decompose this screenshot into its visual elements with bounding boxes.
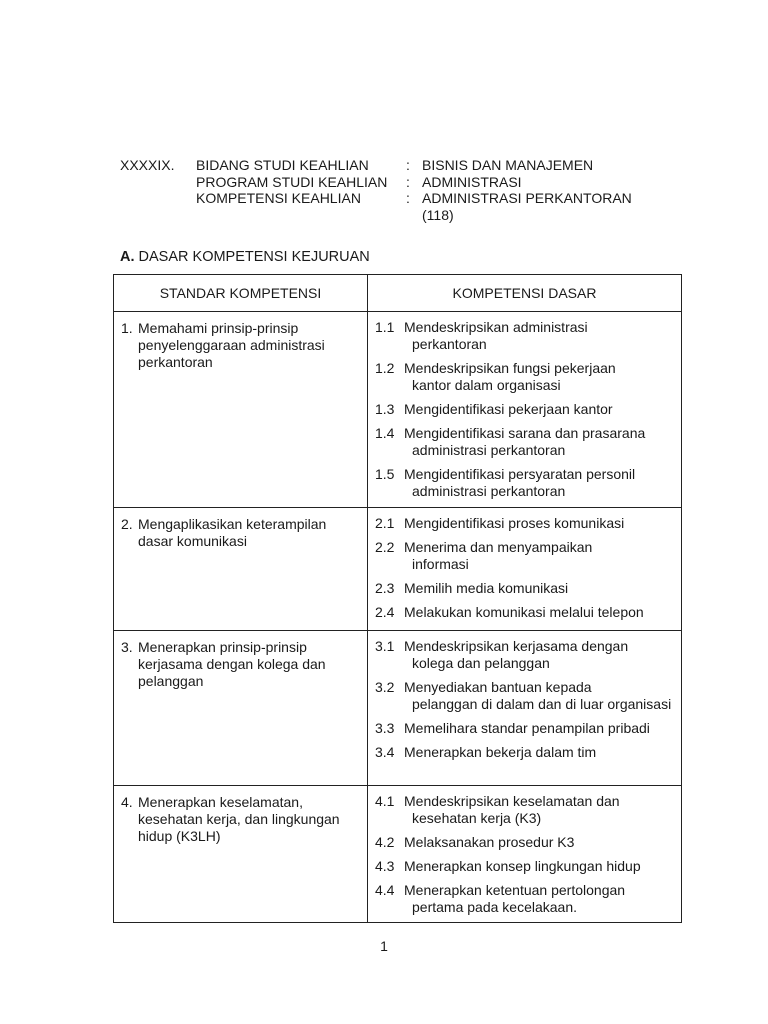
kd-item xyxy=(375,604,675,621)
kd-number: 1.1 xyxy=(375,319,395,335)
header-value: ADMINISTRASI PERKANTORAN (118) xyxy=(422,190,632,223)
table-row xyxy=(114,631,682,786)
header-label: KOMPETENSI KEAHLIAN xyxy=(196,190,361,206)
kd-text-continued: kolega dan pelanggan xyxy=(412,655,550,671)
sk-text: Menerapkan prinsip-prinsip kerjasama dengan kolega dan pelanggan xyxy=(138,639,326,689)
kd-item xyxy=(375,319,675,353)
header-row-kompetensi xyxy=(120,190,700,223)
header-row-program xyxy=(120,174,700,191)
kd-text: Melakukan komunikasi melalui telepon xyxy=(404,604,644,620)
kd-text-continued: pelanggan di dalam dan di luar organisasi xyxy=(412,696,672,712)
standar-kompetensi-cell xyxy=(114,631,368,786)
kd-item xyxy=(375,720,675,737)
kd-text: Mengidentifikasi persyaratan personil xyxy=(404,466,636,482)
kd-text: Menerapkan ketentuan pertolongan xyxy=(404,882,626,898)
kd-number: 3.4 xyxy=(375,744,395,760)
kd-text: Mendeskripsikan keselamatan dan xyxy=(404,793,620,809)
document-header xyxy=(120,157,700,223)
section-title-text: DASAR KOMPETENSI KEJURUAN xyxy=(138,249,370,265)
kompetensi-dasar-cell xyxy=(368,508,682,631)
section-title xyxy=(120,249,370,265)
competency-table xyxy=(113,274,682,923)
sk-number: 4. xyxy=(121,794,133,810)
kd-text: Memelihara standar penampilan pribadi xyxy=(404,720,650,736)
header-row-bidang xyxy=(120,157,700,174)
column-header-standar: STANDAR KOMPETENSI xyxy=(114,275,368,312)
kd-number: 1.5 xyxy=(375,466,395,482)
kd-text-continued: pertama pada kecelakaan. xyxy=(412,899,577,915)
sk-number: 2. xyxy=(121,516,133,532)
kd-text: Mengidentifikasi sarana dan prasarana xyxy=(404,425,646,441)
header-label: PROGRAM STUDI KEAHLIAN xyxy=(196,173,388,190)
kd-number: 2.1 xyxy=(375,515,395,531)
kd-item xyxy=(375,834,675,851)
kd-text: Melaksanakan prosedur K3 xyxy=(404,834,575,850)
kd-text: Menerapkan konsep lingkungan hidup xyxy=(404,858,641,874)
chapter-number: XXXXIX. xyxy=(120,157,175,173)
kd-number: 2.2 xyxy=(375,539,395,555)
kd-text: Menyediakan bantuan kepada xyxy=(404,679,592,695)
header-colon: : xyxy=(406,190,410,206)
kd-item xyxy=(375,744,675,761)
kd-text: Mengidentifikasi proses komunikasi xyxy=(404,515,625,531)
sk-text: Menerapkan keselamatan, kesehatan kerja, dan lingkungan hidup (K3LH) xyxy=(138,794,340,844)
kd-item xyxy=(375,360,675,394)
kd-item xyxy=(375,466,675,500)
kd-item xyxy=(375,858,675,875)
kd-number: 3.1 xyxy=(375,638,395,654)
table-row xyxy=(114,508,682,631)
header-colon: : xyxy=(406,157,410,173)
kd-item xyxy=(375,638,675,672)
header-value: ADMINISTRASI xyxy=(422,173,522,190)
sk-number: 1. xyxy=(121,320,133,336)
header-colon: : xyxy=(406,173,410,190)
standar-kompetensi-cell xyxy=(114,312,368,508)
kd-item xyxy=(375,580,675,597)
kd-number: 2.4 xyxy=(375,604,395,620)
kd-text-continued: informasi xyxy=(412,556,469,572)
kd-item xyxy=(375,793,675,827)
kd-text: Mendeskripsikan administrasi xyxy=(404,319,588,335)
kd-number: 4.4 xyxy=(375,882,395,898)
section-letter: A. xyxy=(120,249,135,265)
kd-text-continued: perkantoran xyxy=(412,336,487,352)
kd-number: 3.2 xyxy=(375,679,395,695)
kd-item xyxy=(375,539,675,573)
sk-text: Memahami prinsip-prinsip penyelenggaraan administrasi perkantoran xyxy=(138,320,325,370)
kd-item xyxy=(375,425,675,459)
kd-number: 4.3 xyxy=(375,858,395,874)
sk-text: Mengaplikasikan keterampilan dasar komunikasi xyxy=(138,516,327,549)
kd-number: 4.1 xyxy=(375,793,395,809)
kd-item xyxy=(375,679,675,713)
kd-number: 2.3 xyxy=(375,580,395,596)
sk-number: 3. xyxy=(121,639,133,655)
page-number: 1 xyxy=(380,938,388,954)
kd-text-continued: administrasi perkantoran xyxy=(412,442,566,458)
kd-number: 1.3 xyxy=(375,401,395,417)
kd-number: 3.3 xyxy=(375,720,395,736)
kd-item xyxy=(375,882,675,916)
kd-number: 4.2 xyxy=(375,834,395,850)
kd-text: Mendeskripsikan kerjasama dengan xyxy=(404,638,629,654)
kd-text: Menerima dan menyampaikan xyxy=(404,539,593,555)
kd-text: Mengidentifikasi pekerjaan kantor xyxy=(404,401,613,417)
kd-text-continued: administrasi perkantoran xyxy=(412,483,566,499)
kompetensi-dasar-cell xyxy=(368,631,682,786)
kd-text: Memilih media komunikasi xyxy=(404,580,569,596)
kompetensi-dasar-cell xyxy=(368,312,682,508)
kd-text-continued: kesehatan kerja (K3) xyxy=(412,810,542,826)
table-header-row xyxy=(114,275,682,312)
kd-text: Menerapkan bekerja dalam tim xyxy=(404,744,597,760)
kd-number: 1.2 xyxy=(375,360,395,376)
header-value: BISNIS DAN MANAJEMEN xyxy=(422,157,594,173)
kd-number: 1.4 xyxy=(375,425,395,441)
kd-item xyxy=(375,401,675,418)
header-label: BIDANG STUDI KEAHLIAN xyxy=(196,157,369,173)
kd-text: Mendeskripsikan fungsi pekerjaan xyxy=(404,360,616,376)
kd-item xyxy=(375,515,675,532)
standar-kompetensi-cell xyxy=(114,786,368,923)
kd-text-continued: kantor dalam organisasi xyxy=(412,377,561,393)
kompetensi-dasar-cell xyxy=(368,786,682,923)
table-row xyxy=(114,786,682,923)
table-row xyxy=(114,312,682,508)
column-header-kompetensi-dasar: KOMPETENSI DASAR xyxy=(368,275,682,312)
standar-kompetensi-cell xyxy=(114,508,368,631)
